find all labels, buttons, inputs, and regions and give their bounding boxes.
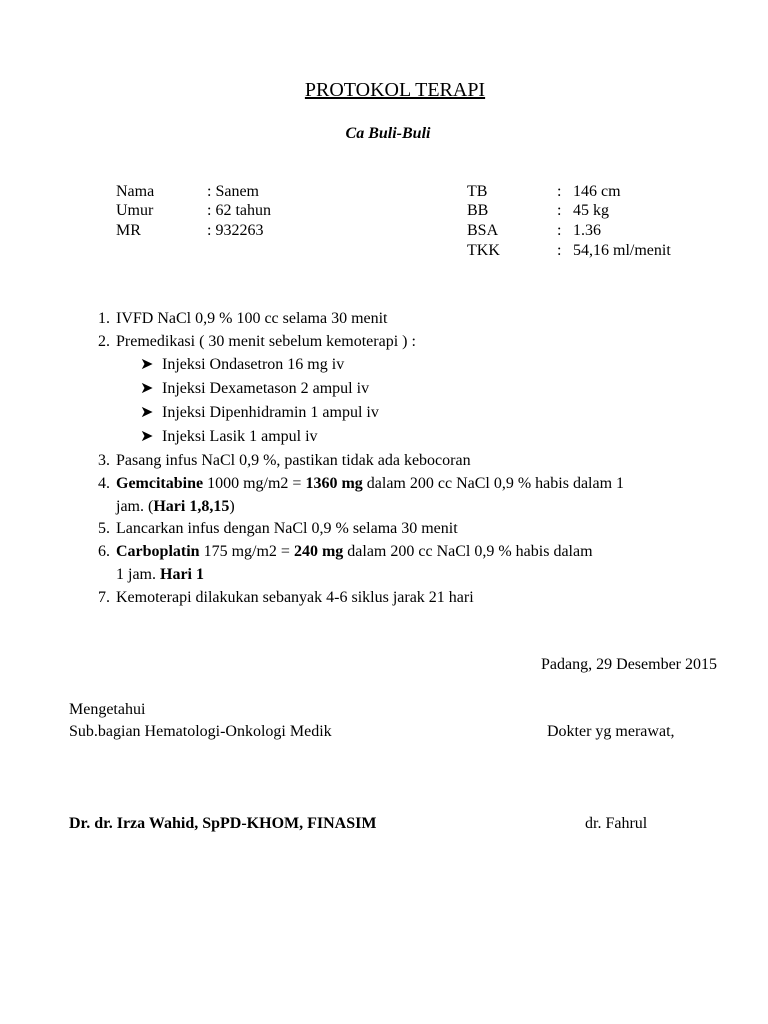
arrow-bullet-icon: ➤ bbox=[140, 380, 154, 397]
item-number: 7. bbox=[98, 589, 110, 606]
document-subtitle: Ca Buli-Buli bbox=[345, 125, 431, 142]
tb-value: 146 cm bbox=[573, 183, 621, 200]
schedule-days: Hari 1 bbox=[160, 566, 204, 583]
schedule-days: Hari 1,8,15 bbox=[153, 498, 230, 515]
signer-right-name: dr. Fahrul bbox=[585, 815, 648, 832]
list-item-continuation bbox=[116, 565, 204, 585]
drug-name: Gemcitabine bbox=[116, 475, 204, 492]
bullet-item bbox=[140, 427, 318, 447]
list-item bbox=[86, 451, 471, 471]
drug-name: Carboplatin bbox=[116, 543, 200, 560]
item-text: ) bbox=[229, 498, 235, 515]
list-item-continuation bbox=[116, 497, 235, 517]
age-label: Umur bbox=[116, 202, 154, 219]
bullet-item bbox=[140, 379, 369, 399]
list-item bbox=[86, 309, 388, 329]
item-text: jam. ( bbox=[116, 498, 154, 515]
dose-amount: 1360 mg bbox=[305, 475, 363, 492]
item-text: Lancarkan infus dengan NaCl 0,9 % selama 30 menit bbox=[116, 520, 458, 537]
mr-label: MR bbox=[116, 222, 141, 239]
arrow-bullet-icon: ➤ bbox=[140, 404, 154, 421]
item-text: 1 jam. bbox=[116, 566, 160, 583]
tkk-value: 54,16 ml/menit bbox=[573, 242, 671, 259]
item-text: Kemoterapi dilakukan sebanyak 4-6 siklus jarak 21 hari bbox=[116, 589, 474, 606]
dose-text: 1000 mg/m2 = bbox=[203, 475, 306, 492]
dose-amount: 240 mg bbox=[293, 543, 344, 560]
bsa-label: BSA bbox=[467, 222, 499, 239]
age-value: : 62 tahun bbox=[207, 202, 271, 219]
item-number: 4. bbox=[98, 475, 110, 492]
tb-separator: : bbox=[557, 183, 562, 200]
acknowledge-label: Mengetahui bbox=[69, 701, 146, 718]
bullet-text: Injeksi Ondasetron 16 mg iv bbox=[162, 356, 345, 373]
name-value: : Sanem bbox=[207, 183, 259, 200]
item-number: 2. bbox=[98, 333, 110, 350]
item-number: 6. bbox=[98, 543, 110, 560]
bb-value: 45 kg bbox=[573, 202, 609, 219]
bullet-item bbox=[140, 403, 379, 423]
bullet-item bbox=[140, 355, 344, 375]
tkk-label: TKK bbox=[467, 242, 500, 259]
list-item bbox=[86, 542, 593, 562]
list-item bbox=[86, 474, 624, 494]
list-item bbox=[86, 519, 458, 539]
bb-separator: : bbox=[557, 202, 562, 219]
dose-text: 175 mg/m2 = bbox=[199, 543, 294, 560]
bsa-value: 1.36 bbox=[573, 222, 601, 239]
bullet-text: Injeksi Lasik 1 ampul iv bbox=[162, 428, 318, 445]
department-label: Sub.bagian Hematologi-Onkologi Medik bbox=[69, 723, 332, 740]
item-text: Premedikasi ( 30 menit sebelum kemoterapi ) : bbox=[116, 333, 416, 350]
bsa-separator: : bbox=[557, 222, 562, 239]
bb-label: BB bbox=[467, 202, 489, 219]
tb-label: TB bbox=[467, 183, 488, 200]
place-date: Padang, 29 Desember 2015 bbox=[541, 656, 717, 673]
bullet-text: Injeksi Dexametason 2 ampul iv bbox=[162, 380, 370, 397]
item-text: IVFD NaCl 0,9 % 100 cc selama 30 menit bbox=[116, 310, 388, 327]
name-label: Nama bbox=[116, 183, 155, 200]
item-number: 5. bbox=[98, 520, 110, 537]
bullet-text: Injeksi Dipenhidramin 1 ampul iv bbox=[162, 404, 379, 421]
item-text: Pasang infus NaCl 0,9 %, pastikan tidak ada kebocoran bbox=[116, 452, 471, 469]
signer-left-name: Dr. dr. Irza Wahid, SpPD-KHOM, FINASIM bbox=[69, 815, 377, 832]
mr-value: : 932263 bbox=[207, 222, 264, 239]
list-item bbox=[86, 332, 416, 352]
attending-doctor-label: Dokter yg merawat, bbox=[547, 723, 675, 740]
arrow-bullet-icon: ➤ bbox=[140, 428, 154, 445]
item-number: 3. bbox=[98, 452, 110, 469]
arrow-bullet-icon: ➤ bbox=[140, 356, 154, 373]
document-title: PROTOKOL TERAPI bbox=[304, 79, 486, 101]
item-text: dalam 200 cc NaCl 0,9 % habis dalam 1 bbox=[362, 475, 625, 492]
item-text: dalam 200 cc NaCl 0,9 % habis dalam bbox=[343, 543, 593, 560]
tkk-separator: : bbox=[557, 242, 562, 259]
list-item bbox=[86, 588, 474, 608]
item-number: 1. bbox=[98, 310, 110, 327]
